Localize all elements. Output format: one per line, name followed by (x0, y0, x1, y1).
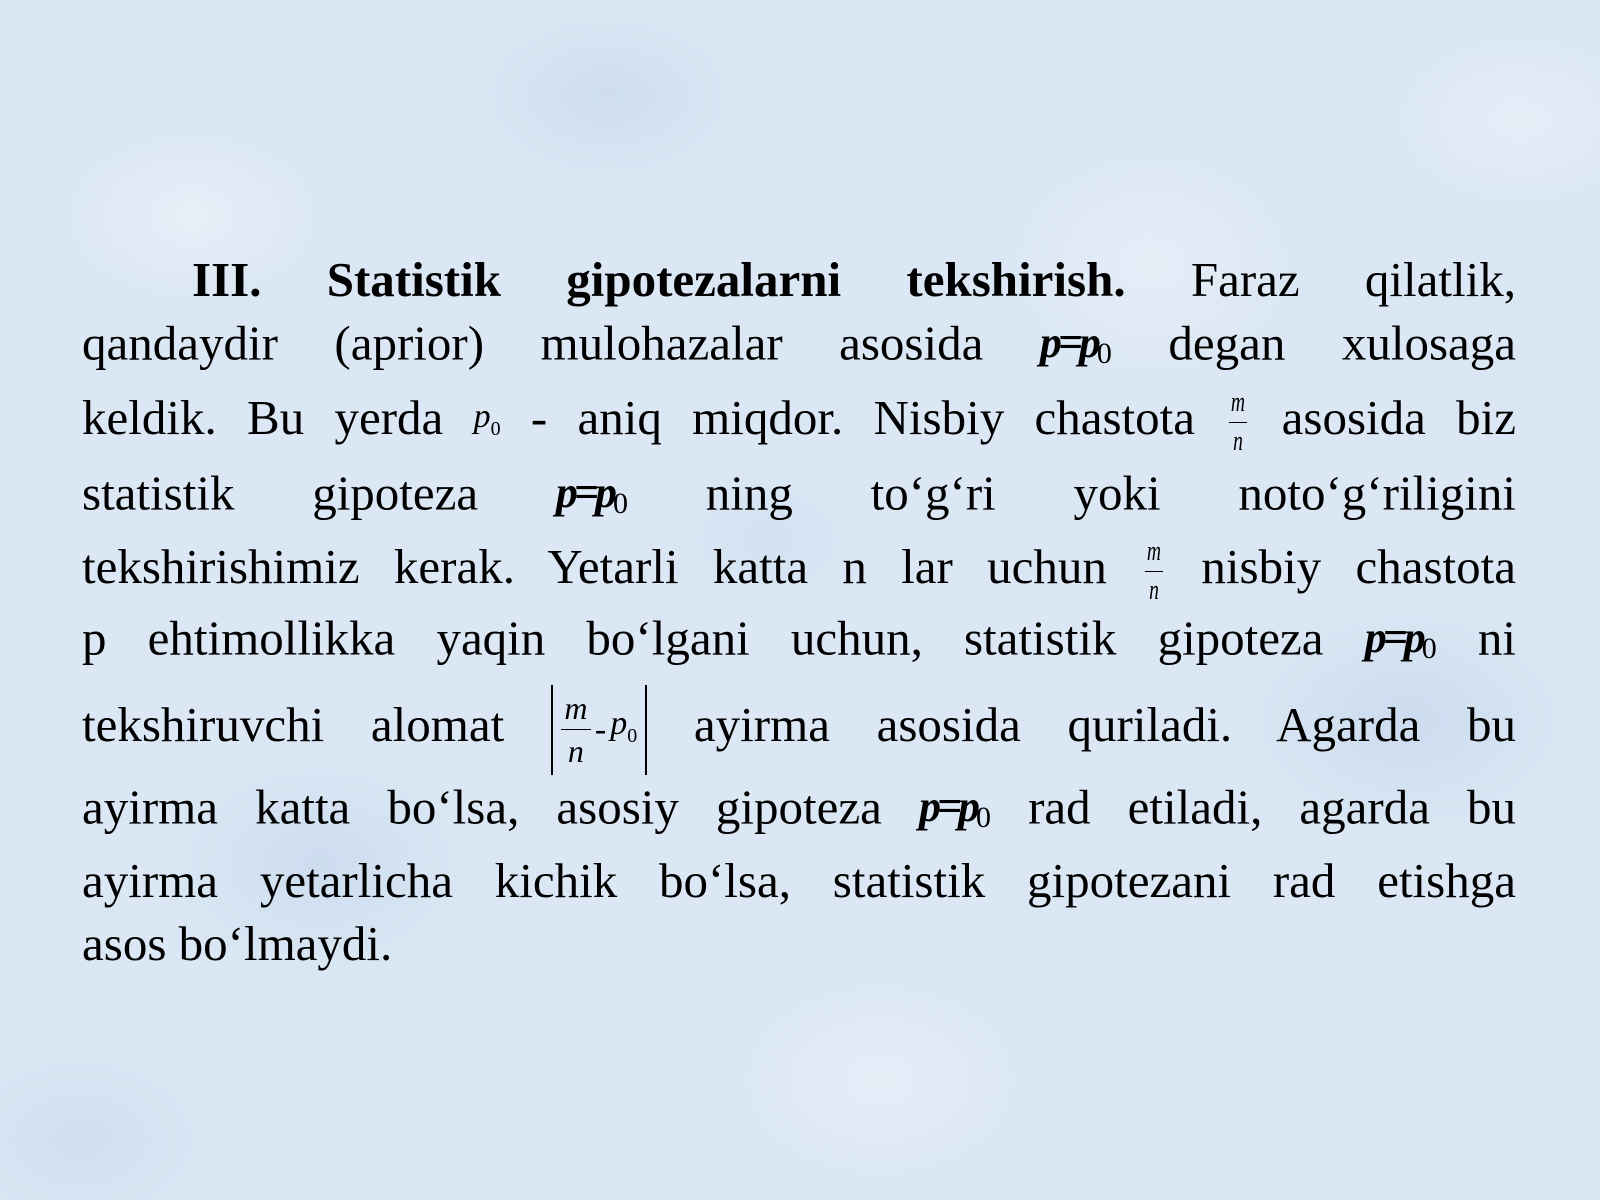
text-line-9: ayirma yetarlicha kichik bo‘lsa, statistik gipotezani rad etishga (82, 852, 1516, 908)
text-line-4: statistik gipoteza $p=p_0$ ning to‘g‘ri yoki noto‘g‘riligini (82, 461, 1516, 535)
text-line-5: tekshirishimiz kerak. Yetarli katta n lar uchun $\frac{m}{n}$ nisbiy chastota (82, 536, 1517, 607)
section-heading: III. Statistik gipotezalarni tekshirish. (192, 252, 1126, 307)
text-line-7: tekshiruvchi alomat $\frac{m}{n}$ - $p_0$ ayirma asosida quriladi. Agarda bu (82, 680, 1516, 775)
formula-m-over-n: $\frac{m}{n}$ (1145, 537, 1163, 606)
text-line-10: asos bo‘lmaydi. (82, 915, 393, 971)
formula-p0: $p_0$ (473, 398, 501, 440)
formula-p-equals-p0: $p=p_0$ (918, 781, 992, 834)
formula-p-equals-p0: $p=p_0$ (1039, 318, 1112, 370)
text-line-6: p ehtimollikka yaqin bo‘lgani uchun, statistik gipoteza $p=p_0$ ni (82, 606, 1516, 680)
text-line-8: ayirma katta bo‘lsa, asosiy gipoteza $p=p_0$ rad etiladi, agarda bu (82, 775, 1516, 849)
formula-p-equals-p0: $p=p_0$ (1364, 613, 1437, 666)
text-line-3: keldik. Bu yerda $p_0$ - aniq miqdor. Nisbiy chastota $\frac{m}{n}$ asosida biz (82, 385, 1516, 461)
slide-body (82, 248, 1516, 975)
text-line-1: III. Statistik gipotezalarni tekshirish. Faraz qilatlik, (192, 252, 1516, 307)
formula-abs-difference: $\frac{m}{n}$ - $p_0$ (551, 685, 647, 775)
formula-p-equals-p0: $p=p_0$ (555, 467, 628, 520)
formula-m-over-n: $\frac{m}{n}$ (1229, 388, 1247, 457)
text-line-2: qandaydir (aprior) mulohazalar asosida $p=p_0$ degan xulosaga (82, 311, 1516, 385)
